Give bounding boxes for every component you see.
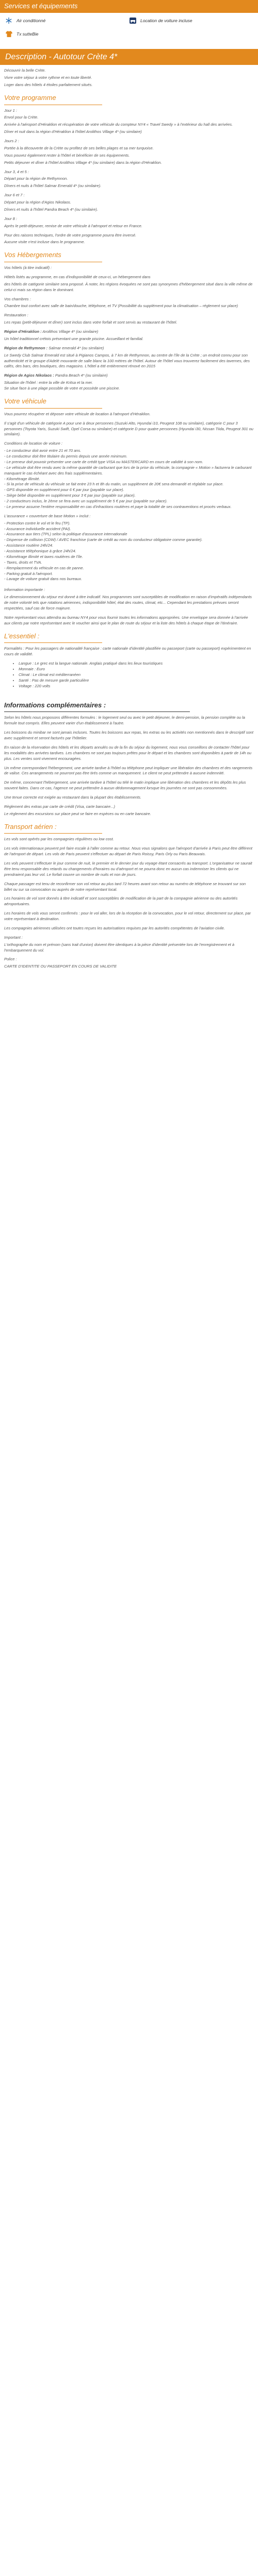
intro-line: Découvrir la belle Crète. <box>4 68 46 73</box>
essentiel-list <box>19 661 254 689</box>
note-line: Pour des raisons techniques, l'ordre de votre programme pourra être inversé. <box>4 232 137 238</box>
page <box>0 0 258 978</box>
intro-line: Vivre votre séjour à votre rythme et en toute liberté. <box>4 75 92 80</box>
list-item: - Assurance aux tiers (TPL) selon la politique d'assurance internationale <box>4 532 127 537</box>
day-line: Dîners et nuits à l'hôtel Salmar Emerald 4* (ou similaire). <box>4 183 102 189</box>
list-item: - Taxes, droits et TVA. <box>4 560 42 565</box>
list-item: - Parking gratuit à l'aéroport. <box>4 571 53 576</box>
infos-text: Les boissons du minibar ne sont jamais incluses. Toutes les boissons aux repas, les extras ou les activités non mentionnés dans le descriptif sont avec supplément et seront facturés par l'hôtelier. <box>4 730 253 740</box>
day-title: Jour 6 et 7 : <box>4 193 25 198</box>
conditions-list <box>4 448 254 510</box>
description-title: Description - Autotour Crète 4* <box>0 49 258 65</box>
police-text: CARTE D'IDENTITE OU PASSEPORT EN COURS DE VALIDITE <box>4 964 117 969</box>
infos-text: Une tenue correcte est exigée au restaurant dans la plupart des établissements. <box>4 795 141 800</box>
transport-text: Les horaires de vol sont donnés à titre indicatif et sont susceptibles de modification de la part de la compagnie aérienne ou des autorités aéroportuaires. <box>4 896 238 907</box>
programme-day <box>4 216 254 229</box>
infos-text: Le règlement des excursions sur place peut se faire en espèces ou en carte bancaire. <box>4 811 151 816</box>
hotel-region-name: Région de Agios Nikolaos : <box>4 373 54 378</box>
day-line: Départ pour la région de Rethymnon. <box>4 176 68 181</box>
infos-heading: Informations complémentaires : <box>4 701 190 713</box>
transport-text: Chaque passager est tenu de reconfirmer son vol retour au plus tard 72 heures avant son retour au numéro de téléphone se trouvant sur son billet ou sur sa convocation ou auprès de notre représentant local. <box>4 881 246 892</box>
list-item: - Le conducteur doit avoir entre 21 et 70 ans. <box>4 448 82 453</box>
hotel-region-name: Région de Rethymnon : <box>4 345 48 350</box>
assurances-title: L'assurance « couverture de base Motion » inclut : <box>4 513 91 518</box>
service-item <box>5 30 129 38</box>
transport-text: Les vols sont opérés par les compagnies régulières ou low cost. <box>4 837 114 842</box>
assurances-list <box>4 521 254 583</box>
day-title: Jour 1 : <box>4 108 18 113</box>
list-item: - Kilométrage illimité. <box>4 476 40 481</box>
hotel-block <box>4 346 254 370</box>
main-content <box>0 65 258 978</box>
police-title: Police : <box>4 957 17 962</box>
car-icon <box>129 17 136 24</box>
services-list <box>0 13 258 46</box>
chambres-title: Vos chambres : <box>4 296 31 301</box>
list-item: - Remplacement du véhicule en cas de panne. <box>4 565 84 570</box>
service-label: Location de voiture incluse <box>140 18 192 23</box>
list-item: - GPS disponible en supplément pour 6 € par jour (payable sur place). <box>4 487 124 493</box>
intro-line: Loger dans des hôtels 4 étoiles parfaitement situés. <box>4 82 93 87</box>
list-item: - Le preneur assume l'entière responsabilité en cas d'infractions routières et paye la totalité de ses contraventions et procès verbaux. <box>4 504 232 509</box>
list-item: - Dispense de collision (CDW) / AVEC franchise (carte de crédit au nom du conducteur obligatoire comme garantie). <box>4 537 203 543</box>
transport-text: Les horaires de vols vous seront confirmés : pour le vol aller, lors de la réception de la convocation, pour le vol retour, directement sur place, par votre représentant à destination. <box>4 911 251 922</box>
service-item <box>5 17 129 24</box>
hotel-block <box>4 373 254 392</box>
day-title: Jour 3, 4 et 5 : <box>4 169 29 174</box>
programme-heading: Votre programme <box>4 93 102 105</box>
list-item: • Monnaie : Euro <box>19 667 254 672</box>
services-title: Services et équipements <box>0 0 258 13</box>
transport-text: Les vols peuvent s'effectuer le jour comme de nuit, le premier et le dernier jour du voyage étant consacrés au transport. L'organisateur ne saurait être tenu responsable des retards ou changements d'horaires ou d'aéroport et ne pourra donc en aucun cas indemniser les clients qui ne prendraient pas leur vol. Le forfait couvre un nombre de nuits et non de jours. <box>4 861 252 877</box>
tshirt-icon <box>5 30 12 38</box>
list-item: - Assurance individuelle accident (PAI). <box>4 526 71 531</box>
hotel-block <box>4 329 254 342</box>
restauration-text: Les repas (petit-déjeuner et dîner) sont inclus dans votre forfait et sont servis au restaurant de l'hôtel. <box>4 320 178 325</box>
day-line: Arrivée à l'aéroport d'Héraklion et récupération de votre véhicule du compteur NY4 « Travel Swedy » à l'extérieur du hall des arrivées. <box>4 122 233 127</box>
infos-text: Un même correspondant l'hébergement, une arrivée tardive à l'hôtel ou téléphone peut impliquer une libération des chambres et des rangements de valise. Ces arrangements ne pourront pas être tirés comme un manquement. Le client ne peut prétendre à aucune indemnité. <box>4 765 253 776</box>
info-text: Le dimensionnement du séjour est donné à titre indicatif. Nos programmes sont susceptibles de modification en raison d'impératifs indépendants de notre volonté tels que rotations aériennes, indisponibilité hôtel, état des routes, climat, etc... Cependant les prestations prévues seront respectées, sauf cas de force majeure. <box>4 595 252 611</box>
hotel-desc: Un hôtel traditionnel crétois présentant une grande piscine. Accueillant et familial. <box>4 336 143 341</box>
list-item: • Voltage : 220 volts <box>19 684 254 689</box>
services-column-left <box>5 17 129 44</box>
hotel-desc: Le Swedy Club Salmar Emerald est situé à Pigianos Campos, à 7 km de Rethymnon, au centre de l'île de la Crète ; un endroit connu pour son authenticité et le groupe d'Adelé mouvante de salle blanc la 100 mètres de l'hôtel. Autour de l'hôtel vous trouverez facilement des tavernes, des cafés, des bars, des boutiques, des magasins. L'hôtel a été entièrement rénové en 2015 <box>4 352 250 369</box>
list-item: - Le conducteur doit être titulaire du permis depuis une année minimum. <box>4 454 127 459</box>
hotel-name: Arolithos Village 4* (ou similaire) <box>41 329 99 334</box>
vehicule-text: Vous pourrez récupérer et déposer votre véhicule de location à l'aéroport d'Héraklion. <box>4 411 151 416</box>
vehicule-heading: Votre véhicule <box>4 397 102 409</box>
snowflake-icon <box>5 17 12 24</box>
day-title: Jour 8 : <box>4 216 18 221</box>
day-line: Après le petit-déjeuner, remise de votre véhicule à l'aéroport et retour en France. <box>4 223 142 228</box>
info-title: Information importante : <box>4 587 45 592</box>
important-text: L'orthographe du nom et prénom (sans trait d'union) doivent être identiques à la pièce d'identité présentée lors de l'enregistrement et à l'embarquement du vol. <box>4 942 234 953</box>
hebergements-heading: Vos Hébergements <box>4 250 102 262</box>
description-intro <box>4 68 254 88</box>
programme-day <box>4 193 254 213</box>
list-item: - 2 conducteurs inclus, le 2ème se fera avec un supplément de 5 € par jour (payable sur place). <box>4 499 168 504</box>
hotel-name: Pandra Beach 4* (ou similaire) <box>54 373 108 378</box>
list-item: • Climat : Le climat est méditerranéen <box>19 672 254 678</box>
infos-text: Selon les hôtels nous proposons différentes formules : le logement seul ou avec le petit déjeuner, le demi-pension, la pension complète ou la formule tout compris. Elles peuvent varier d'un établissement à l'autre. <box>4 715 245 726</box>
list-item: - Kilométrage illimité et taxes routières de l'île. <box>4 554 83 559</box>
list-item: - Lavage de voiture gratuit dans nos bureaux. <box>4 577 82 582</box>
essentiel-heading: L'essentiel : <box>4 632 102 643</box>
infos-text: De même, concernant l'hébergement, une arrivée tardive à l'hôtel ou télé le matin implique une libération des chambres et les dépôts les plus souvent faites. Dans ce cas, l'agence ne peut prétendre à aucun dédommagement lorsque les journées ne sont pas consommées. <box>4 780 246 791</box>
note-line: Aucune visite n'est incluse dans le programme. <box>4 240 85 245</box>
services-column-right <box>129 17 253 44</box>
list-item: - Le véhicule doit être rendu avec la même quantité de carburant que lors de la prise du véhicule, la compagnie « Motion » facturera le carburant manquant le cas échéant avec des frais supplémentaires. <box>4 465 252 476</box>
hotel-region <box>4 346 254 351</box>
service-label: Air conditionné <box>17 18 46 23</box>
day-line: Envol pour la Crète. <box>4 115 39 120</box>
infos-text: En raison de la réservation des hôtels et les départs annulés ou de la fin du séjour du logement, nous vous conseillons de contacter l'hôtel pour les modalités des arrivées tardives. Les chambres ne sont pas toujours prêtes pour le départ et les chambres sont disponibles à partir de 14h ou plus. Les ventes sont vivement encouragées. <box>4 744 252 761</box>
list-item: - Le preneur doit pouvoir présenter une carte de crédit type VISA ou MASTERCARD en cours de validité à son nom. <box>4 459 203 464</box>
infos-text: Règlement des extras par carte de crédit (Visa, carte bancaire...) <box>4 804 115 809</box>
list-item: - Assistance téléphonique à grâce 24h/24. <box>4 549 76 554</box>
day-line: Dîners et nuits à l'hôtel Pandra Beach 4* (ou similaire). <box>4 207 98 212</box>
transport-heading: Transport aérien : <box>4 822 102 834</box>
hotel-region <box>4 329 254 335</box>
day-line: Vous pouvez également rester à l'hôtel et bénéficier de ses équipements. <box>4 152 130 158</box>
hotel-region-name: Région d'Héraklion : <box>4 329 42 334</box>
day-line: Petits déjeuner et dîner à l'hôtel Arolithos Village 4* (ou similaire) dans la région d'Héraklion. <box>4 160 162 165</box>
list-item: • Langue : Le grec est la langue nationale. Anglais pratiqué dans les lieux touristiques <box>19 661 254 667</box>
essentiel-text: Formalités : Pour les passagers de nationalité française : carte nationale d'identité plastifiée ou passeport (carte ou passeport) expérimentent en cours de validité. <box>4 646 251 657</box>
list-item: - Siège bébé disponible en supplément pour 3 € par jour (payable sur place). <box>4 493 136 498</box>
list-item: - Protection contre le vol et le feu (TP). <box>4 520 71 526</box>
hotel-name: Salmar emerald 4* (ou similaire) <box>47 345 104 350</box>
day-title: Jours 2 : <box>4 139 19 143</box>
programme-day <box>4 139 254 166</box>
list-item: - Assistance routière 24h/24. <box>4 543 54 548</box>
hebergements-text: Hôtels listés au programme, en cas d'indisponibilité de ceux-ci, un hébergement dans <box>4 274 151 279</box>
list-item: • Santé : Pas de mesure garde particulière <box>19 678 254 684</box>
day-line: Dîner et nuit dans la région d'Héraklion à l'hôtel Arolithos Village 4* (ou similaire) <box>4 129 142 134</box>
day-line: Départ pour la région d'Agios Nikolaos. <box>4 200 71 205</box>
transport-text: Les compagnies aériennes utilisées ont toutes reçues les autorisations requises par les autorités compétentes de l'aviation civile. <box>4 925 225 930</box>
hebergements-intro: Vos hôtels (à titre indicatif) : <box>4 265 52 270</box>
important-title: Important : <box>4 935 23 940</box>
conditions-title: Conditions de location de voiture : <box>4 441 62 446</box>
service-item <box>129 17 253 24</box>
info-text: Notre représentant vous attendra au bureau NY4 pour vous fournir toutes les informations appropriées. Une enveloppe sera donnée à l'arrivée aux clients par notre représentant avec le voucher ainsi que le plan de route du séjour et la liste des hôtels à chaque étape de l'itinéraire. <box>4 615 248 625</box>
programme-day <box>4 170 254 190</box>
chambres-text: Chambre tout confort avec salle de bain/douche, téléphone, et TV (Possibilité du supplément pour la climatisation – réglement sur place) <box>4 303 238 309</box>
service-label: Tx sutteBie <box>17 31 39 37</box>
list-item: - Si la prise de véhicule du véhicule se fait entre 23 h et 8h du matin, un supplément de 20€ sera demandé et réglable sur place. <box>4 482 224 487</box>
hotel-region <box>4 373 254 379</box>
programme-note <box>4 233 254 246</box>
vehicule-text: Il s'agit d'un véhicule de catégorie A pour une à deux personnes (Suzuki Alto, Hyundai i10, Peugeot 108 ou similaire), catégorie C pour 3 personnes (Toyota Yaris, Suzuki Swift, Opel Corsa ou similaire) et catégorie D pour quatre personnes (Hyundai i30, Nissan Tiida, Peugeot 301 ou similaire). <box>4 420 253 437</box>
programme-day <box>4 108 254 135</box>
day-line: Portée à la découverte de la Crète ou profitez de ses belles plages et sa mer turquoise. <box>4 145 154 150</box>
hotel-desc: Situation de l'hôtel : entre la ville de Kritsa et la mer. Se situe face à une plage possible de votre et possède une piscine. <box>4 380 120 391</box>
restauration-title: Restauration : <box>4 313 28 318</box>
hebergements-text: des hôtels de catégorie similaire sera proposé. À noter, les régions évoquées ne sont pas synonymes d'hébergement situé dans la ville même de celui-ci mais sa région dans le dominant. <box>4 281 253 292</box>
transport-text: Les vols internationaux peuvent pré faire escale à l'aller comme au retour. Nous vous signalons que l'aéroport d'arrivée à Paris peut être différent de l'aéroport de départ. Les vols de Paris peuvent s'effectuer au départ de Paris Roissy, Paris Orly ou Paris Beauvais. <box>4 846 252 857</box>
